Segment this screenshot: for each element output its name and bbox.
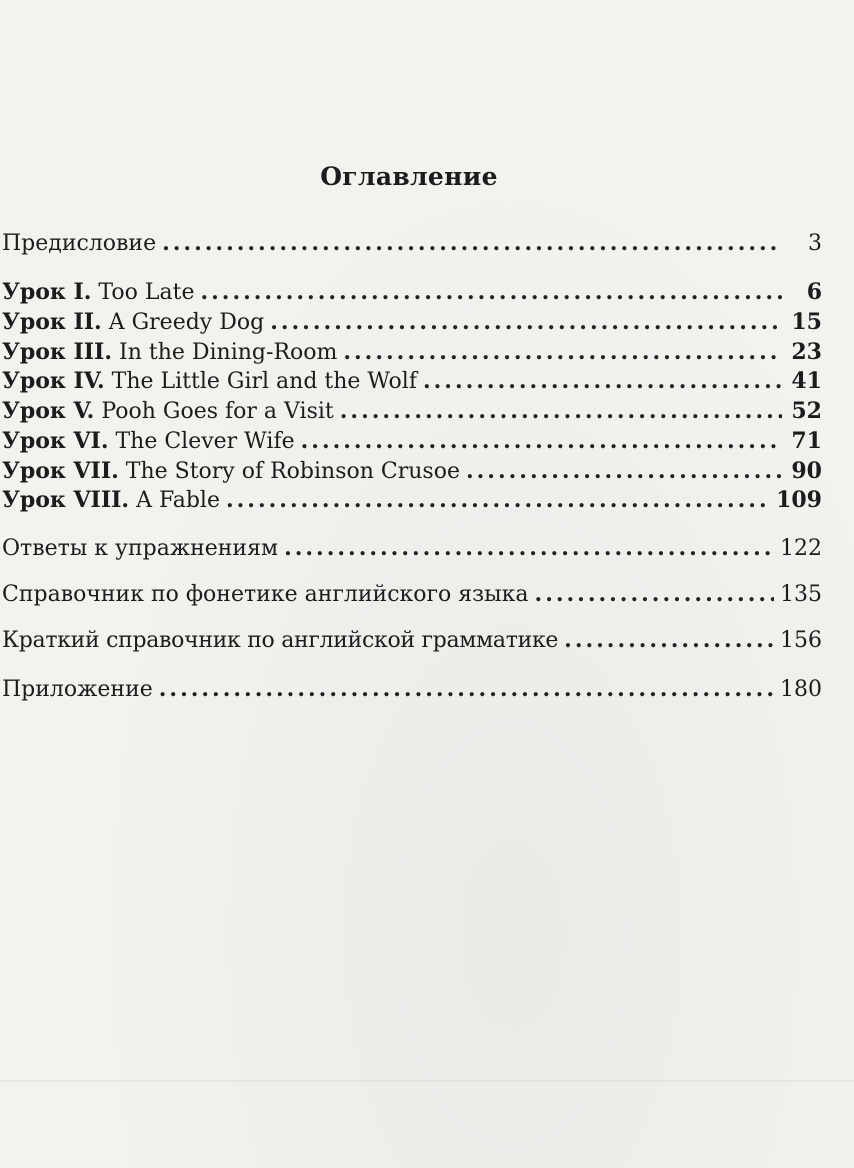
lesson-title: In the Dining-Room bbox=[119, 340, 338, 365]
toc-entry-label bbox=[2, 367, 417, 396]
lesson-number: Урок I. bbox=[2, 279, 92, 305]
lesson-number: Урок VIII. bbox=[2, 487, 130, 513]
dot-leader bbox=[466, 457, 782, 485]
dot-leader bbox=[340, 397, 782, 425]
toc-entry-lesson-6[interactable] bbox=[2, 427, 822, 456]
toc-entry-phonetics[interactable] bbox=[2, 580, 822, 609]
lesson-number: Урок VII. bbox=[2, 458, 119, 484]
lesson-title: The Clever Wife bbox=[115, 429, 295, 454]
toc-entry-label: Предисловие bbox=[2, 231, 157, 256]
toc-entry-lesson-4[interactable] bbox=[2, 367, 822, 396]
lesson-title: Too Late bbox=[98, 280, 195, 305]
dot-leader bbox=[535, 580, 774, 608]
toc-entry-label bbox=[2, 427, 295, 456]
toc-page-number: 109 bbox=[776, 487, 822, 513]
toc-page-number: 71 bbox=[791, 428, 822, 454]
toc-entry-lesson-1[interactable] bbox=[2, 278, 822, 307]
lesson-number: Урок IV. bbox=[2, 368, 105, 394]
dot-leader bbox=[343, 338, 782, 366]
dot-leader bbox=[162, 229, 782, 257]
toc-entry-grammar[interactable] bbox=[2, 626, 822, 655]
dot-leader bbox=[159, 675, 774, 703]
toc-entry-label bbox=[2, 486, 220, 515]
toc-entry-lesson-3[interactable] bbox=[2, 338, 822, 367]
bleed-through-line bbox=[0, 1080, 854, 1082]
toc-page-number: 122 bbox=[780, 536, 822, 561]
toc-entry-lesson-5[interactable] bbox=[2, 397, 822, 426]
dot-leader bbox=[270, 308, 782, 336]
lesson-number: Урок III. bbox=[2, 339, 112, 365]
lesson-title: The Little Girl and the Wolf bbox=[111, 369, 417, 394]
page-title: Оглавление bbox=[320, 162, 498, 191]
toc-entry-label: Краткий справочник по английской грамматике bbox=[2, 628, 559, 653]
toc-entry-appendix[interactable] bbox=[2, 675, 822, 704]
lesson-number: Урок VI. bbox=[2, 428, 109, 454]
dot-leader bbox=[423, 367, 782, 395]
toc-entry-label bbox=[2, 278, 194, 307]
toc-page-number: 90 bbox=[791, 458, 822, 484]
toc-page-number: 52 bbox=[791, 398, 822, 424]
toc-entry-label: Справочник по фонетике английского языка bbox=[2, 582, 529, 607]
dot-leader bbox=[200, 278, 782, 306]
toc-page-number: 23 bbox=[791, 339, 822, 365]
dot-leader bbox=[226, 486, 770, 514]
lesson-title: A Fable bbox=[136, 488, 220, 513]
dot-leader bbox=[301, 427, 782, 455]
toc-entry-label: Приложение bbox=[2, 677, 153, 702]
toc-entry-label bbox=[2, 338, 337, 367]
toc-entry-answers[interactable] bbox=[2, 534, 822, 563]
dot-leader bbox=[284, 534, 774, 562]
toc-entry-lesson-8[interactable] bbox=[2, 486, 822, 515]
dot-leader bbox=[564, 626, 774, 654]
toc-entry-label bbox=[2, 308, 264, 337]
lesson-title: Pooh Goes for a Visit bbox=[101, 399, 334, 424]
toc-entry-label bbox=[2, 457, 460, 486]
toc-page-number: 15 bbox=[791, 309, 822, 335]
toc-page-number: 6 bbox=[806, 279, 822, 305]
lesson-number: Урок II. bbox=[2, 309, 102, 335]
toc-page-number: 3 bbox=[808, 231, 822, 256]
toc-page-number: 180 bbox=[780, 677, 822, 702]
toc-entry-label bbox=[2, 397, 334, 426]
toc-entry-lesson-7[interactable] bbox=[2, 457, 822, 486]
toc-entry-preface[interactable] bbox=[2, 229, 822, 258]
lesson-title: A Greedy Dog bbox=[108, 310, 265, 335]
toc-page-number: 156 bbox=[780, 628, 822, 653]
toc-entry-lesson-2[interactable] bbox=[2, 308, 822, 337]
lesson-title: The Story of Robinson Crusoe bbox=[125, 459, 460, 484]
lesson-number: Урок V. bbox=[2, 398, 95, 424]
toc-entry-label: Ответы к упражнениям bbox=[2, 536, 279, 561]
toc-page-number: 135 bbox=[780, 582, 822, 607]
toc-page-number: 41 bbox=[791, 368, 822, 394]
